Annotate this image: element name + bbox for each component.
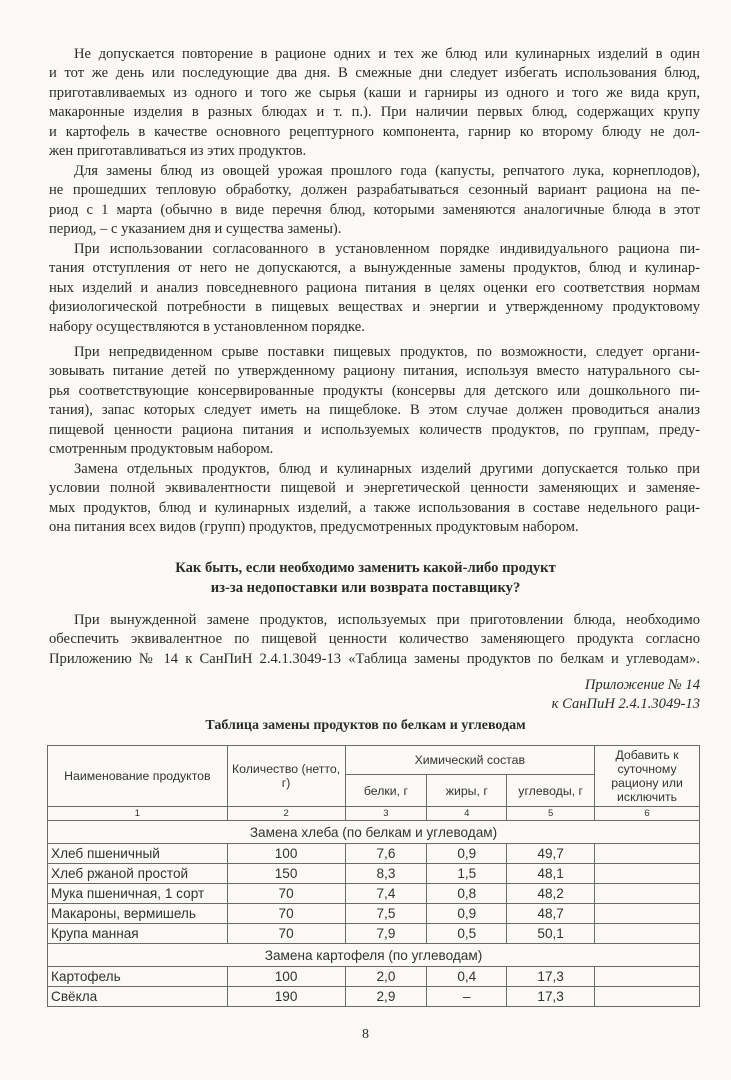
header-protein: белки, г	[345, 775, 427, 807]
product-name: Мука пшеничная, 1 сорт	[48, 884, 228, 904]
group-title-row	[48, 821, 700, 844]
paragraph-individual-ration	[49, 240, 700, 337]
product-name: Свёкла	[48, 987, 228, 1007]
group-title-row	[48, 944, 700, 967]
text-line: ных изделий и анализ повседневного рациона питания в целях оценки его соответствия нормам	[49, 279, 700, 296]
fat-cell: 0,8	[427, 884, 507, 904]
column-number: 4	[427, 807, 507, 821]
text-line: она питания всех видов (групп) продуктов, предусмотренных продуктовым набором.	[49, 519, 579, 536]
quantity-cell: 70	[227, 904, 345, 924]
action-cell	[595, 844, 700, 864]
fat-cell: 0,9	[427, 844, 507, 864]
header-name: Наименование продуктов	[48, 746, 228, 807]
table-row	[48, 864, 700, 884]
carbs-cell: 49,7	[507, 844, 595, 864]
table-title: Таблица замены продуктов по белкам и углеводам	[205, 718, 526, 733]
text-line: Замена отдельных продуктов, блюд и кулинарных изделий другими допускается только при	[74, 461, 700, 477]
page-number: 8	[362, 1027, 369, 1042]
quantity-cell: 150	[227, 864, 345, 884]
text-line: Не допускается повторение в рационе одних и тех же блюд или кулинарных изделий в один	[74, 46, 700, 62]
text-line: рья соответствующие консервированные продукты (консервы для детского или дошкольного пи-	[49, 382, 700, 399]
group-title: Замена хлеба (по белкам и углеводам)	[48, 821, 700, 844]
text-line: набору осуществляются в установленном порядке.	[49, 318, 365, 335]
protein-cell: 2,9	[345, 987, 427, 1007]
text-line: макаронные изделия в разных блюдах и т. п.). При наличии первых блюд, содержащих крупу	[49, 104, 700, 121]
paragraph-supply-failure	[49, 343, 700, 459]
text-line: При непредвиденном срыве поставки пищевых продуктов, по возможности, следует органи-	[74, 344, 700, 360]
column-number: 5	[507, 807, 595, 821]
protein-cell: 7,6	[345, 844, 427, 864]
action-cell	[595, 924, 700, 944]
paragraph-forced-replacement	[49, 611, 700, 669]
protein-cell: 7,4	[345, 884, 427, 904]
text-line: смотренным продуктовым набором.	[49, 440, 274, 457]
action-cell	[595, 884, 700, 904]
protein-cell: 7,5	[345, 904, 427, 924]
fat-cell: 1,5	[427, 864, 507, 884]
table-row	[48, 924, 700, 944]
paragraph-seasonal	[49, 162, 700, 240]
table-row	[48, 884, 700, 904]
column-number: 3	[345, 807, 427, 821]
text-line: условии полной эквивалентности пищевой и энергетической ценности заменяющих и заменяе-	[49, 480, 700, 497]
action-cell	[595, 967, 700, 987]
appendix-line: Приложение № 14	[584, 677, 700, 693]
carbs-cell: 17,3	[507, 987, 595, 1007]
carbs-cell: 48,7	[507, 904, 595, 924]
text-line: жен приготавливаться из этих продуктов.	[49, 142, 307, 159]
carbs-cell: 48,2	[507, 884, 595, 904]
column-number: 6	[595, 807, 700, 821]
table-row	[48, 987, 700, 1007]
quantity-cell: 100	[227, 967, 345, 987]
product-name: Хлеб пшеничный	[48, 844, 228, 864]
table-row	[48, 967, 700, 987]
column-number: 2	[227, 807, 345, 821]
group-title: Замена картофеля (по углеводам)	[48, 944, 700, 967]
paragraph-no-repeat	[49, 45, 700, 161]
protein-cell: 2,0	[345, 967, 427, 987]
text-line: не прошедших тепловую обработку, должен разрабатываться сезонный вариант рациона на пе-	[49, 182, 700, 199]
heading-line: из-за недопоставки или возврата поставщику?	[210, 580, 521, 596]
action-cell	[595, 904, 700, 924]
table-header-row	[48, 746, 700, 775]
fat-cell: 0,5	[427, 924, 507, 944]
protein-cell: 8,3	[345, 864, 427, 884]
action-cell	[595, 864, 700, 884]
table-row	[48, 844, 700, 864]
header-fat: жиры, г	[427, 775, 507, 807]
text-line: При использовании согласованного в установленном порядке индивидуального рациона пи-	[74, 241, 700, 257]
text-line: и картофель в качестве основного рецептурного компонента, гарнир ко второму блюду не дол-	[49, 123, 700, 140]
text-line: Для замены блюд из овощей урожая прошлого года (капусты, репчатого лука, корнеплодов),	[74, 163, 700, 179]
fat-cell: 0,9	[427, 904, 507, 924]
carbs-cell: 17,3	[507, 967, 595, 987]
product-name: Картофель	[48, 967, 228, 987]
text-line: При вынужденной замене продуктов, используемых при приготовлении блюда, необходимо	[74, 612, 700, 628]
text-line: мых продуктов, блюд и кулинарных изделий, а также использования в составе недельного раци-	[49, 499, 700, 516]
quantity-cell: 190	[227, 987, 345, 1007]
fat-cell: –	[427, 987, 507, 1007]
product-name: Хлеб ржаной простой	[48, 864, 228, 884]
table-row	[48, 904, 700, 924]
text-line: Приложению № 14 к СанПиН 2.4.1.3049-13 «Таблица замены продуктов по белкам и углеводам».	[49, 650, 700, 667]
product-name: Крупа манная	[48, 924, 228, 944]
text-line: пищевой ценности рациона питания и используемых количеств продуктов, по группам, преду-	[49, 421, 700, 438]
quantity-cell: 100	[227, 844, 345, 864]
heading-line: Как быть, если необходимо заменить какой-либо продукт	[175, 560, 556, 576]
header-quantity: Количество (нетто, г)	[227, 746, 345, 807]
carbs-cell: 48,1	[507, 864, 595, 884]
quantity-cell: 70	[227, 884, 345, 904]
action-cell	[595, 987, 700, 1007]
appendix-line: к СанПиН 2.4.1.3049-13	[551, 696, 700, 712]
fat-cell: 0,4	[427, 967, 507, 987]
substitution-table	[47, 745, 700, 1007]
appendix-reference	[552, 676, 700, 714]
quantity-cell: 70	[227, 924, 345, 944]
carbs-cell: 50,1	[507, 924, 595, 944]
text-line: риод с 1 марта (обычно в виде перечня блюд, которыми заменяются аналогичные блюда в этот	[49, 201, 700, 218]
paragraph-replacement-rules	[49, 460, 700, 538]
text-line: период, – с указанием дня и существа замены).	[49, 221, 342, 238]
text-line: приготавливаемых из одного и того же сырья (каши и гарниры из одного и того же вида круп,	[49, 84, 700, 101]
header-composition: Химический состав	[345, 746, 595, 775]
column-number-row	[48, 807, 700, 821]
header-action: Добавить к суточному рациону или исключить	[595, 746, 700, 807]
text-line: и тот же день или последующие два дня. В смежные дни следует избегать использования блюд,	[49, 65, 700, 82]
text-line: тания), запас которых следует иметь на пищеблоке. В этом случае должен проводиться анализ	[49, 402, 700, 419]
text-line: зовывать питание детей по утвержденному рациону питания, используя вместо натурального сы-	[49, 363, 700, 380]
text-line: тания отступления от него не допускаются, а вынужденные замены продуктов, блюд и кулинар-	[49, 260, 700, 277]
protein-cell: 7,9	[345, 924, 427, 944]
section-heading	[0, 558, 731, 598]
product-name: Макароны, вермишель	[48, 904, 228, 924]
header-carbs: углеводы, г	[507, 775, 595, 807]
text-line: обеспечить эквивалентное по пищевой ценности количество заменяющего продукта согласно	[49, 631, 700, 648]
text-line: физиологической потребности в пищевых веществах и энергии и утвержденному продуктовому	[49, 299, 700, 316]
column-number: 1	[48, 807, 228, 821]
